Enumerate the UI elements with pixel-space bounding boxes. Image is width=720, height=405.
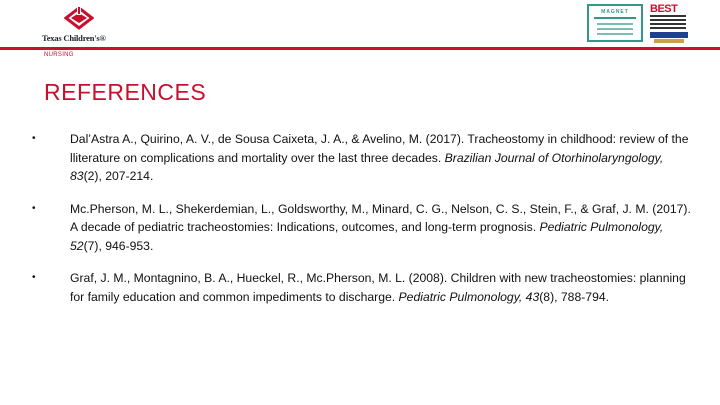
header-divider xyxy=(0,47,720,50)
bullet-icon: • xyxy=(32,133,36,144)
bullet-icon: • xyxy=(32,272,36,283)
bullet-icon: • xyxy=(32,202,36,214)
star-cross-logo-icon xyxy=(64,6,94,32)
logo-text: Texas Children's® xyxy=(42,33,106,43)
section-label: NURSING xyxy=(44,52,74,58)
reference-journal: Brazilian Journal of Otorhinolaryngology, 83 xyxy=(70,150,664,183)
reference-item xyxy=(32,200,692,256)
reference-item xyxy=(32,269,692,306)
reference-text: Dal’Astra A., Quirino, A. V., de Sousa Caixeta, J. A., & Avelino, M. (2017). Tracheostomy in childhood: review of the lliterature on complications and mortality over the last three decades. xyxy=(70,132,689,165)
header xyxy=(0,0,720,64)
page-title: REFERENCES xyxy=(44,79,207,105)
reference-issue-pages: (8), 788-794. xyxy=(539,289,610,304)
reference-journal: Pediatric Pulmonology, 52 xyxy=(70,220,664,253)
reference-issue-pages: (2), 207-214. xyxy=(83,169,154,183)
magnet-badge xyxy=(587,4,643,42)
us-news-best-hospitals-badge xyxy=(648,3,690,45)
magnet-badge-label: MAGNET xyxy=(601,9,629,15)
texas-childrens-logo xyxy=(42,6,122,46)
reference-issue-pages: (7), 946-953. xyxy=(83,238,154,253)
usnews-badge-label: BEST xyxy=(650,3,678,15)
reference-text: Graf, J. M., Montagnino, B. A., Hueckel, R., Mc.Pherson, M. L. (2008). Children with new tracheostomies: planning for family education and common impediments to discharge. xyxy=(70,271,686,304)
reference-journal: Pediatric Pulmonology, 43 xyxy=(398,289,540,304)
reference-text: Mc.Pherson, M. L., Shekerdemian, L., Goldsworthy, M., Minard, C. G., Nelson, C. S., Stein, F., & Graf, J. M. (2017). A decade of pediatric tracheostomies: Indications, outcomes, and long-term prognosis. xyxy=(70,201,691,234)
reference-item xyxy=(32,130,692,186)
reference-list xyxy=(32,130,692,320)
